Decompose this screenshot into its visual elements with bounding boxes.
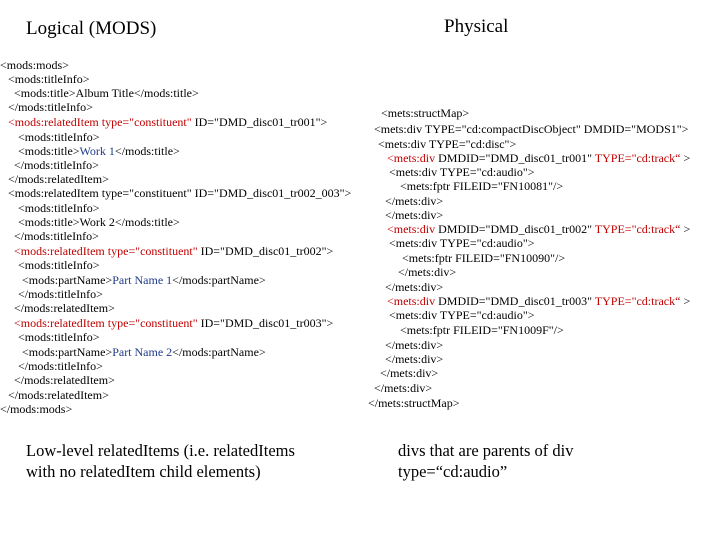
- mets-code-line: [378, 137, 516, 151]
- mets-code-token: TYPE="cd:track“: [594, 222, 681, 236]
- mets-code-token: <mets:div TYPE="cd:disc">: [378, 137, 517, 151]
- mets-code-line: [381, 106, 469, 120]
- mets-code-line: [400, 179, 563, 193]
- mets-code-token: TYPE="cd:track“: [594, 151, 681, 165]
- mets-code-token: </mets:div>: [385, 208, 444, 222]
- mods-code-token: Part Name 2: [112, 345, 173, 359]
- logical-mods-heading: Logical (MODS): [26, 18, 157, 39]
- mets-code-token: </mets:div>: [398, 265, 457, 279]
- mods-code-token: </mods:partName>: [172, 273, 266, 287]
- mods-code-token: <mods:titleInfo>: [18, 201, 100, 215]
- mods-code-token: </mods:relatedItem>: [14, 373, 115, 387]
- mods-code-token: </mods:title>: [114, 144, 180, 158]
- caption-left-line-1: Low-level relatedItems (i.e. relatedItems: [26, 441, 295, 460]
- mods-code-token: <mods:title>Work 2</mods:title>: [18, 215, 180, 229]
- mods-code-token: Work 1: [79, 144, 115, 158]
- physical-heading: Physical: [444, 16, 509, 37]
- caption-right-line-2: type=“cd:audio”: [398, 462, 508, 481]
- mets-code-token: </mets:div>: [385, 338, 444, 352]
- parent-divs-caption: [398, 440, 574, 482]
- mets-code-line: [389, 165, 535, 179]
- mets-code-token: DMDID="DMD_disc01_tr001": [435, 151, 595, 165]
- mods-code-token: <mods:relatedItem type="constituent" ID="DMD_disc01_tr002_003">: [8, 186, 352, 200]
- mods-code-token: <mods:relatedItem type="constituent": [14, 244, 198, 258]
- mods-code-token: </mods:titleInfo>: [18, 287, 103, 301]
- mods-code-token: </mods:mods>: [0, 402, 73, 416]
- mets-code-token: DMDID="DMD_disc01_tr002": [435, 222, 595, 236]
- mods-code-token: <mods:titleInfo>: [18, 130, 100, 144]
- mets-code-line: [385, 338, 443, 352]
- mods-code-token: <mods:titleInfo>: [18, 258, 100, 272]
- mods-code-token: <mods:title>: [18, 144, 80, 158]
- mods-code-token: <mods:titleInfo>: [18, 330, 100, 344]
- mets-code-token: <mets:div TYPE="cd:audio">: [389, 165, 535, 179]
- mets-code-line: [385, 194, 443, 208]
- mets-code-token: <mets:div: [387, 222, 436, 236]
- mets-code-line: [389, 236, 535, 250]
- mets-code-token: DMDID="DMD_disc01_tr003": [435, 294, 595, 308]
- caption-left-line-2: with no relatedItem child elements): [26, 462, 261, 481]
- mets-code-line: [374, 381, 432, 395]
- mets-code-token: <mets:div TYPE="cd:compactDiscObject" DMDID="MODS1">: [374, 122, 689, 136]
- mods-code-token: </mods:relatedItem>: [14, 301, 115, 315]
- mets-code-line: [389, 308, 535, 322]
- mods-code-token: <mods:partName>: [22, 345, 113, 359]
- low-level-relateditems-caption: [26, 440, 295, 482]
- mods-code-token: </mods:titleInfo>: [14, 229, 99, 243]
- mets-code-line: [385, 352, 443, 366]
- mets-code-token: </mets:div>: [385, 194, 444, 208]
- mets-code-token: <mets:fptr FILEID="FN10081"/>: [400, 179, 564, 193]
- mets-code-token: TYPE="cd:track“: [594, 294, 681, 308]
- mods-code-token: ID="DMD_disc01_tr003">: [197, 316, 334, 330]
- mets-code-token: >: [680, 294, 691, 308]
- mets-code-token: <mets:div: [387, 151, 436, 165]
- mods-code-token: </mods:relatedItem>: [8, 388, 109, 402]
- mods-code-token: ID="DMD_disc01_tr001">: [191, 115, 328, 129]
- mets-code-token: <mets:div TYPE="cd:audio">: [389, 236, 535, 250]
- mods-code-token: ID="DMD_disc01_tr002">: [197, 244, 334, 258]
- mets-code-token: </mets:div>: [374, 381, 433, 395]
- mods-code-token: <mods:relatedItem type="constituent": [8, 115, 192, 129]
- mets-code-line: [398, 265, 456, 279]
- mets-code-line: [387, 222, 690, 236]
- mets-code-token: </mets:structMap>: [368, 396, 460, 410]
- mods-code-token: Part Name 1: [112, 273, 173, 287]
- mods-code-token: <mods:title>Album Title</mods:title>: [14, 86, 199, 100]
- mets-code-token: >: [680, 222, 691, 236]
- mets-code-token: </mets:div>: [380, 366, 439, 380]
- mets-code-line: [385, 208, 443, 222]
- mets-code-token: <mets:structMap>: [381, 106, 470, 120]
- mets-code-line: [402, 251, 565, 265]
- mets-code-line: [387, 151, 690, 165]
- mets-code-token: <mets:div TYPE="cd:audio">: [389, 308, 535, 322]
- mods-code-token: </mods:titleInfo>: [8, 100, 93, 114]
- mets-code-token: <mets:fptr FILEID="FN10090"/>: [402, 251, 566, 265]
- mods-code-token: <mods:relatedItem type="constituent": [14, 316, 198, 330]
- mets-code-token: >: [680, 151, 691, 165]
- mods-code-token: </mods:relatedItem>: [8, 172, 109, 186]
- mets-code-line: [368, 396, 460, 410]
- mods-code-token: <mods:partName>: [22, 273, 113, 287]
- mets-code-token: <mets:div: [387, 294, 436, 308]
- mets-code-line: [380, 366, 438, 380]
- mets-code-line: [385, 280, 443, 294]
- caption-right-line-1: divs that are parents of div: [398, 441, 574, 460]
- mods-code-token: <mods:titleInfo>: [8, 72, 90, 86]
- mets-code-token: </mets:div>: [385, 352, 444, 366]
- mods-code-token: </mods:partName>: [172, 345, 266, 359]
- mets-code-line: [400, 323, 564, 337]
- mets-code-line: [374, 122, 688, 136]
- mets-code-token: </mets:div>: [385, 280, 444, 294]
- mods-code-token: <mods:mods>: [0, 58, 69, 72]
- mods-code-token: </mods:titleInfo>: [14, 158, 99, 172]
- mets-code-line: [387, 294, 690, 308]
- mods-code-token: </mods:titleInfo>: [18, 359, 103, 373]
- mets-code-token: <mets:fptr FILEID="FN1009F"/>: [400, 323, 564, 337]
